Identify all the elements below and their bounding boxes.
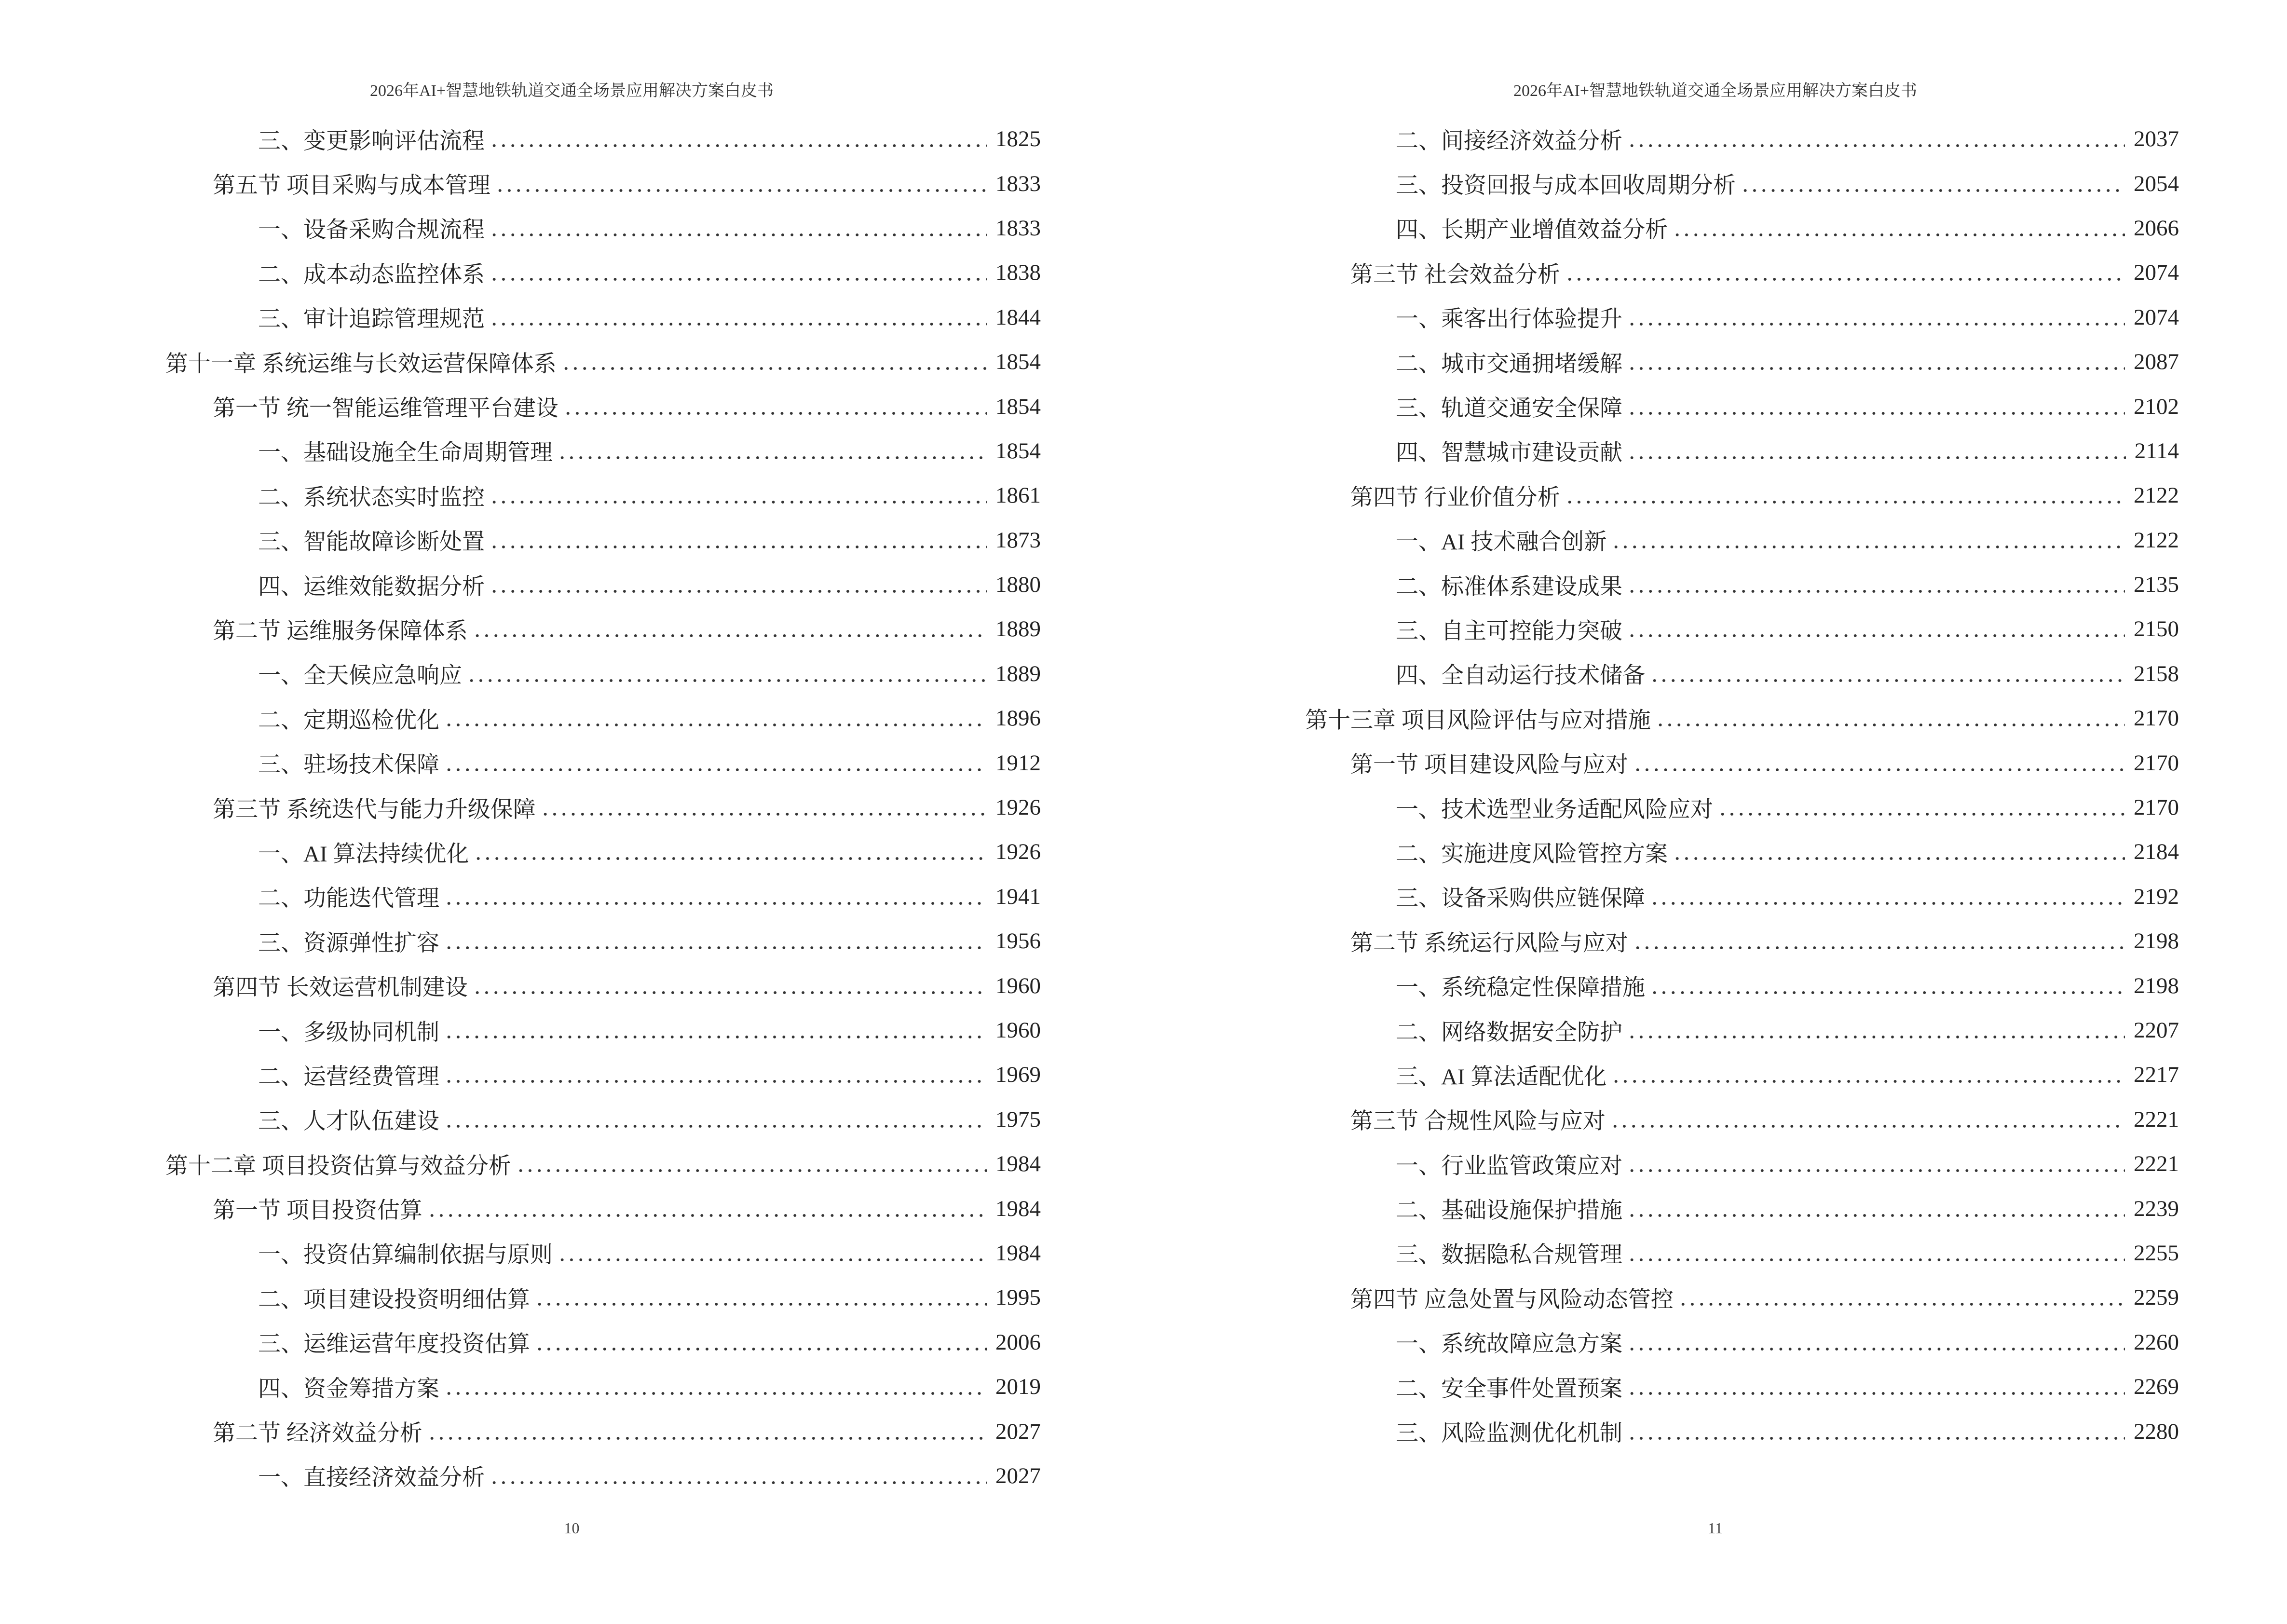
toc-subsection-entry[interactable] [0,919,1041,963]
toc-subsection-entry[interactable] [0,518,1041,562]
toc-entry-page: 1896 [995,706,1041,731]
dot-leader [490,263,987,282]
toc-entry-page: 1960 [995,973,1041,998]
dot-leader [444,887,987,906]
toc-entry-page: 1833 [995,215,1041,241]
toc-entry-title: 第一节 项目建设风险与应对 [1350,752,1628,778]
dot-leader [490,486,987,505]
dot-leader [1565,486,2125,505]
toc-entry-title: 一、直接经济效益分析 [258,1465,485,1491]
toc-subsection-entry[interactable] [0,117,1041,161]
toc-subsection-entry[interactable] [1144,518,2179,562]
toc-chapter-entry[interactable] [0,1142,1041,1186]
toc-entry-page: 2019 [995,1374,1041,1400]
toc-entry-title: 二、定期巡检优化 [258,708,439,733]
toc-subsection-entry[interactable] [1144,1186,2179,1230]
toc-entry-title: 一、设备采购合规流程 [258,218,485,243]
dot-leader [1650,664,2125,683]
toc-subsection-entry[interactable] [0,1454,1041,1498]
toc-subsection-entry[interactable] [1144,830,2179,874]
toc-entry-page: 2221 [2134,1151,2179,1177]
toc-entry-title: 三、设备采购供应链保障 [1396,886,1645,912]
dot-leader [1650,887,2125,906]
toc-subsection-entry[interactable] [0,652,1041,696]
toc-subsection-entry[interactable] [0,1052,1041,1097]
toc-subsection-entry[interactable] [0,429,1041,473]
toc-entry-title: 二、系统状态实时监控 [258,485,485,510]
toc-subsection-entry[interactable] [0,250,1041,295]
toc-entry-page: 2054 [2134,171,2179,196]
page-header: 2026年AI+智慧地铁轨道交通全场景应用解决方案白皮书 [369,82,774,100]
toc-chapter-entry[interactable] [0,340,1041,384]
toc-entry-page: 1838 [995,260,1041,286]
dot-leader [427,1199,987,1218]
toc-entry-page: 1969 [995,1062,1041,1088]
toc-section-entry[interactable] [1144,250,2179,295]
toc-entry-title: 第二节 经济效益分析 [213,1421,422,1447]
toc-entry-title: 二、成本动态监控体系 [258,262,485,287]
page-number: 10 [564,1519,580,1537]
dot-leader [467,664,987,683]
toc-entry-title: 二、功能迭代管理 [258,886,439,912]
toc-entry-title: 二、安全事件处置预案 [1396,1376,1622,1402]
toc-entry-page: 2066 [2134,215,2179,241]
toc-entry-title: 第二节 运维服务保障体系 [213,618,468,644]
dot-leader [1627,619,2125,639]
toc-entry-title: 二、城市交通拥堵缓解 [1396,351,1622,377]
toc-entry-title: 第十二章 项目投资估算与效益分析 [165,1153,511,1179]
toc-entry-title: 第四节 行业价值分析 [1350,485,1560,510]
toc-subsection-entry[interactable] [1144,652,2179,696]
toc-entry-page: 1825 [995,126,1041,152]
dot-leader [535,1288,987,1307]
toc-entry-title: 三、数据隐私合规管理 [1396,1242,1622,1268]
toc-entry-page: 1889 [995,661,1041,686]
dot-leader [1741,174,2125,193]
toc-entry-title: 第一节 项目投资估算 [213,1198,422,1224]
toc-entry-title: 三、运维运营年度投资估算 [258,1332,530,1357]
toc-entry-page: 2122 [2134,527,2179,553]
toc-entry-title: 三、投资回报与成本回收周期分析 [1396,173,1736,199]
toc-entry-title: 第五节 项目采购与成本管理 [213,173,490,199]
toc-entry-title: 一、多级协同机制 [258,1020,439,1045]
toc-entry-title: 二、基础设施保护措施 [1396,1198,1622,1224]
toc-entry-page: 2074 [2134,260,2179,286]
toc-entry-title: 一、AI 技术融合创新 [1396,530,1607,555]
dot-leader [495,174,987,193]
toc-entry-title: 三、AI 算法适配优化 [1396,1064,1607,1090]
toc-entry-title: 第四节 长效运营机制建设 [213,975,468,1001]
toc-entry-page: 2135 [2134,572,2179,598]
toc-subsection-entry[interactable] [1144,963,2179,1008]
dot-leader [563,397,987,416]
toc-subsection-entry[interactable] [0,1097,1041,1142]
dot-leader [444,1110,987,1129]
toc-subsection-entry[interactable] [0,473,1041,518]
dot-leader [444,1377,987,1396]
toc-entry-title: 一、技术选型业务适配风险应对 [1396,797,1713,822]
toc-entry-page: 2269 [2134,1374,2179,1400]
toc-entry-title: 四、全自动运行技术储备 [1396,663,1645,689]
toc-subsection-entry[interactable] [0,830,1041,874]
toc-entry-page: 1880 [995,572,1041,598]
dot-leader [1627,1243,2125,1263]
dot-leader [490,308,987,327]
toc-entry-page: 1960 [995,1018,1041,1043]
toc-section-entry[interactable] [0,161,1041,205]
toc-entry-title: 第三节 合规性风险与应对 [1350,1109,1606,1134]
dot-leader [490,575,987,594]
toc-subsection-entry[interactable] [0,562,1041,607]
toc-subsection-entry[interactable] [1144,384,2179,428]
dot-leader [444,931,987,951]
toc-subsection-entry[interactable] [0,1008,1041,1052]
dot-leader [474,842,987,861]
toc-entry-title: 三、风险监测优化机制 [1396,1421,1622,1447]
toc-entry-page: 2198 [2134,928,2179,954]
toc-entry-page: 2006 [995,1329,1041,1355]
toc-section-entry[interactable] [1144,1097,2179,1142]
toc-entry-title: 一、基础设施全生命周期管理 [258,440,553,466]
toc-subsection-entry[interactable] [1144,117,2179,161]
toc-entry-page: 2150 [2134,616,2179,642]
dot-leader [490,218,987,238]
dot-leader [558,1243,987,1263]
toc-entry-title: 三、自主可控能力突破 [1396,618,1622,644]
dot-leader [1611,1065,2125,1084]
toc-entry-title: 一、系统稳定性保障措施 [1396,975,1645,1001]
toc-entry-title: 二、网络数据安全防护 [1396,1020,1622,1045]
toc-entry-title: 一、系统故障应急方案 [1396,1332,1622,1357]
toc-subsection-entry[interactable] [1144,607,2179,651]
toc-section-entry[interactable] [1144,740,2179,785]
toc-entry-page: 2087 [2134,349,2179,375]
toc-entry-title: 第二节 系统运行风险与应对 [1350,930,1628,956]
toc-subsection-entry[interactable] [1144,206,2179,250]
toc-entry-page: 1844 [995,304,1041,330]
toc-subsection-entry[interactable] [0,295,1041,340]
dot-leader [541,798,987,817]
toc-entry-page: 1926 [995,795,1041,820]
toc-entry-page: 1926 [995,839,1041,865]
dot-leader [1627,1154,2125,1174]
toc-subsection-entry[interactable] [1144,429,2179,473]
dot-leader [1673,842,2125,861]
dot-leader [1627,1422,2125,1441]
dot-leader [1678,1288,2125,1307]
toc-entry-page: 1861 [995,483,1041,508]
toc-entry-page: 1873 [995,527,1041,553]
toc-entry-title: 一、行业监管政策应对 [1396,1153,1622,1179]
dot-leader [444,709,987,728]
dot-leader [561,352,987,371]
dot-leader [1627,441,2126,461]
toc-entry-page: 2260 [2134,1329,2179,1355]
page-header: 2026年AI+智慧地铁轨道交通全场景应用解决方案白皮书 [1513,82,1918,100]
toc-entry-title: 第三节 社会效益分析 [1350,262,1560,287]
toc-subsection-entry[interactable] [1144,340,2179,384]
toc-entry-title: 第一节 统一智能运维管理平台建设 [213,396,558,422]
toc-entry-title: 第四节 应急处置与风险动态管控 [1350,1287,1674,1312]
toc-entry-page: 2217 [2134,1062,2179,1088]
toc-entry-title: 二、运营经费管理 [258,1064,439,1090]
toc-section-entry[interactable] [1144,473,2179,518]
toc-entry-title: 四、资金筹措方案 [258,1376,439,1402]
toc-entry-page: 2192 [2134,884,2179,909]
dot-leader [473,619,987,639]
toc-subsection-entry[interactable] [0,206,1041,250]
dot-leader [490,531,987,550]
toc-subsection-entry[interactable] [0,874,1041,919]
toc-entry-page: 2239 [2134,1196,2179,1221]
toc-entry-page: 2170 [2134,750,2179,776]
toc-entry-page: 2280 [2134,1419,2179,1444]
toc-entry-title: 三、智能故障诊断处置 [258,530,485,555]
toc-entry-page: 1854 [995,438,1041,464]
toc-subsection-entry[interactable] [0,1320,1041,1365]
toc-section-entry[interactable] [0,963,1041,1008]
toc-entry-page: 2027 [995,1419,1041,1444]
dot-leader [1627,397,2125,416]
dot-leader [490,129,987,149]
toc-entry-page: 2114 [2134,438,2179,464]
dot-leader [1633,931,2125,951]
toc-subsection-entry[interactable] [1144,562,2179,607]
page-number: 11 [1708,1519,1723,1537]
toc-subsection-entry[interactable] [1144,161,2179,205]
toc-subsection-entry[interactable] [1144,295,2179,340]
toc-entry-page: 2027 [995,1463,1041,1488]
dot-leader [1627,308,2125,327]
toc-entry-page: 1854 [995,349,1041,375]
toc-entry-title: 第十一章 系统运维与长效运营保障体系 [165,351,557,377]
toc-entry-title: 一、AI 算法持续优化 [258,841,469,867]
dot-leader [427,1422,987,1441]
toc-subsection-entry[interactable] [0,740,1041,785]
toc-section-entry[interactable] [0,1186,1041,1230]
toc-entry-page: 2184 [2134,839,2179,865]
toc-entry-page: 1975 [995,1106,1041,1132]
dot-leader [1627,575,2125,594]
dot-leader [1627,129,2125,149]
dot-leader [1633,753,2125,773]
toc-entry-title: 三、资源弹性扩容 [258,930,439,956]
toc-entry-page: 1889 [995,616,1041,642]
toc-subsection-entry[interactable] [1144,1008,2179,1052]
toc-entry-page: 2170 [2134,795,2179,820]
toc-entry-title: 三、审计追踪管理规范 [258,307,485,332]
dot-leader [1565,263,2125,282]
toc-entry-title: 三、驻场技术保障 [258,752,439,778]
toc-entry-page: 1941 [995,884,1041,909]
dot-leader [558,441,987,461]
toc-entry-page: 2074 [2134,304,2179,330]
table-of-contents [1144,117,2179,1454]
toc-entry-page: 1984 [995,1151,1041,1177]
toc-entry-title: 一、全天候应急响应 [258,663,462,689]
toc-entry-title: 二、项目建设投资明细估算 [258,1287,530,1312]
toc-entry-page: 2198 [2134,973,2179,998]
toc-entry-page: 1995 [995,1285,1041,1310]
toc-subsection-entry[interactable] [1144,1365,2179,1409]
toc-subsection-entry[interactable] [0,1365,1041,1409]
toc-entry-page: 2259 [2134,1285,2179,1310]
dot-leader [1656,709,2125,728]
toc-subsection-entry[interactable] [1144,1052,2179,1097]
toc-entry-title: 三、人才队伍建设 [258,1109,439,1134]
toc-entry-page: 1912 [995,750,1041,776]
toc-section-entry[interactable] [1144,1275,2179,1320]
dot-leader [444,1065,987,1084]
dot-leader [1627,352,2125,371]
toc-entry-title: 二、标准体系建设成果 [1396,574,1622,600]
toc-subsection-entry[interactable] [1144,874,2179,919]
toc-entry-page: 2158 [2134,661,2179,686]
toc-subsection-entry[interactable] [1144,1320,2179,1365]
toc-entry-title: 三、轨道交通安全保障 [1396,396,1622,422]
toc-subsection-entry[interactable] [0,1231,1041,1275]
dot-leader [1627,1333,2125,1352]
toc-entry-page: 2122 [2134,483,2179,508]
toc-subsection-entry[interactable] [1144,1142,2179,1186]
toc-section-entry[interactable] [0,384,1041,428]
dot-leader [1673,218,2125,238]
dot-leader [1610,1110,2125,1129]
toc-subsection-entry[interactable] [1144,1231,2179,1275]
toc-section-entry[interactable] [1144,919,2179,963]
toc-entry-page: 1984 [995,1240,1041,1266]
toc-entry-page: 1854 [995,394,1041,419]
dot-leader [1627,1377,2125,1396]
dot-leader [535,1333,987,1352]
toc-subsection-entry[interactable] [1144,1409,2179,1453]
toc-entry-title: 三、变更影响评估流程 [258,128,485,154]
dot-leader [516,1154,987,1174]
toc-entry-page: 1956 [995,928,1041,954]
dot-leader [1627,1021,2125,1040]
toc-entry-title: 第三节 系统迭代与能力升级保障 [213,797,536,822]
toc-subsection-entry[interactable] [0,1275,1041,1320]
dot-leader [1611,531,2125,550]
toc-entry-page: 1833 [995,171,1041,196]
dot-leader [1650,976,2125,996]
dot-leader [1627,1199,2125,1218]
toc-section-entry[interactable] [0,1409,1041,1453]
toc-subsection-entry[interactable] [1144,785,2179,830]
dot-leader [490,1466,987,1486]
toc-section-entry[interactable] [0,607,1041,651]
toc-chapter-entry[interactable] [1144,696,2179,740]
toc-entry-title: 四、运维效能数据分析 [258,574,485,600]
toc-entry-page: 2255 [2134,1240,2179,1266]
dot-leader [473,976,987,996]
toc-section-entry[interactable] [0,785,1041,830]
toc-entry-title: 二、间接经济效益分析 [1396,128,1622,154]
toc-entry-title: 二、实施进度风险管控方案 [1396,841,1668,867]
toc-entry-page: 2207 [2134,1018,2179,1043]
toc-entry-page: 2037 [2134,126,2179,152]
toc-entry-page: 2170 [2134,706,2179,731]
toc-subsection-entry[interactable] [0,696,1041,740]
dot-leader [444,1021,987,1040]
toc-entry-title: 一、乘客出行体验提升 [1396,307,1622,332]
toc-entry-title: 四、智慧城市建设贡献 [1396,440,1622,466]
toc-entry-title: 四、长期产业增值效益分析 [1396,218,1668,243]
table-of-contents [0,117,1041,1498]
toc-entry-title: 第十三章 项目风险评估与应对措施 [1305,708,1651,733]
right-page [1144,0,2287,1624]
dot-leader [444,753,987,773]
toc-entry-page: 1984 [995,1196,1041,1221]
toc-entry-page: 2221 [2134,1106,2179,1132]
toc-entry-page: 2102 [2134,394,2179,419]
toc-entry-title: 一、投资估算编制依据与原则 [258,1242,553,1268]
dot-leader [1718,798,2125,817]
